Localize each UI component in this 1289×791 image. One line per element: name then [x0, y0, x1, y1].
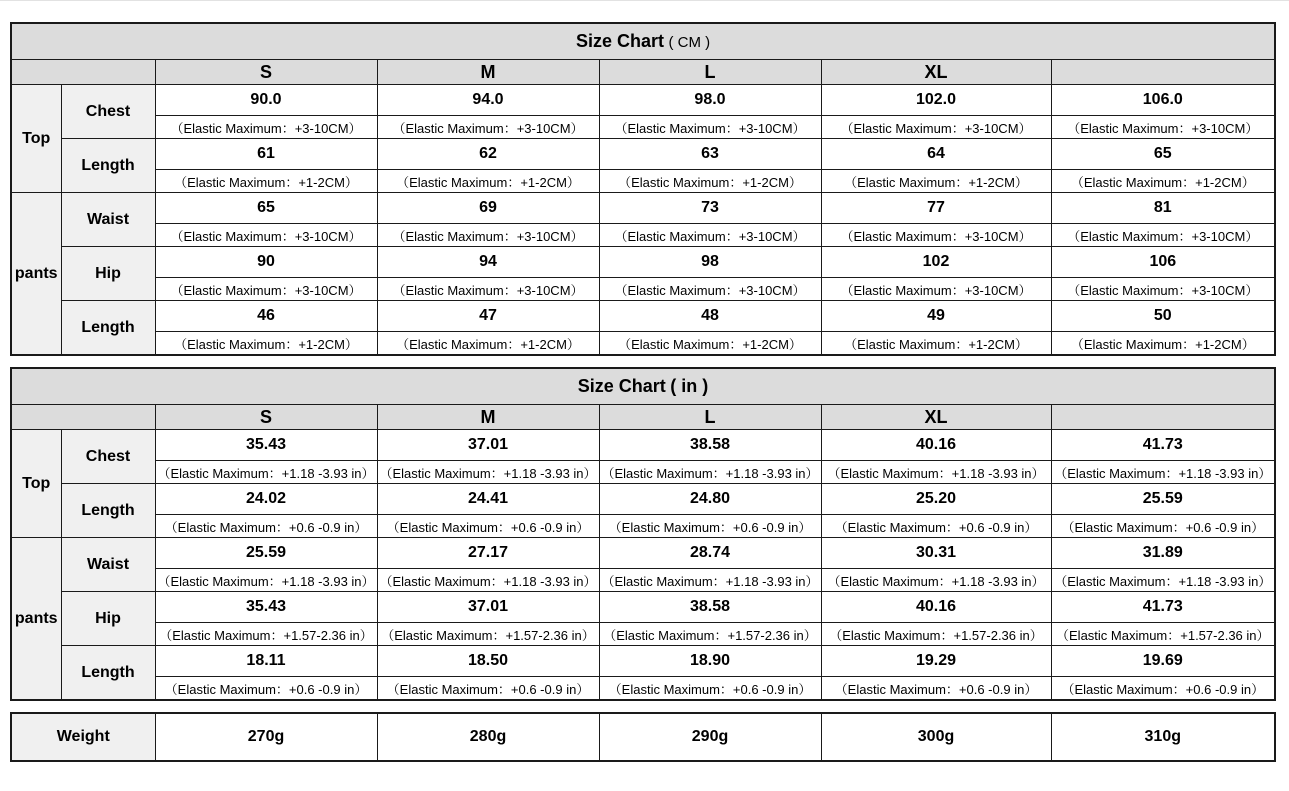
value-cell: 46	[155, 301, 377, 332]
elastic-note: （Elastic Maximum：+3-10CM）	[377, 116, 599, 139]
group-label-top: Top	[11, 430, 61, 538]
measure-label-hip: Hip	[61, 247, 155, 301]
elastic-note: （Elastic Maximum：+3-10CM）	[155, 224, 377, 247]
measure-label-length: Length	[61, 139, 155, 193]
value-cell: 41.73	[1051, 592, 1275, 623]
weight-value: 310g	[1051, 713, 1275, 761]
elastic-note: （Elastic Maximum：+1.57-2.36 in）	[1051, 623, 1275, 646]
value-cell: 38.58	[599, 430, 821, 461]
value-cell: 49	[821, 301, 1051, 332]
chart-unit-text: ( in )	[670, 376, 709, 396]
elastic-note: （Elastic Maximum：+3-10CM）	[599, 116, 821, 139]
size-header-xl: XL	[821, 60, 1051, 85]
elastic-note: （Elastic Maximum：+0.6 -0.9 in）	[1051, 515, 1275, 538]
value-cell: 37.01	[377, 430, 599, 461]
size-header-extra	[1051, 405, 1275, 430]
value-cell: 63	[599, 139, 821, 170]
value-cell: 25.59	[155, 538, 377, 569]
weight-value: 270g	[155, 713, 377, 761]
elastic-note: （Elastic Maximum：+0.6 -0.9 in）	[599, 677, 821, 701]
elastic-note: （Elastic Maximum：+1-2CM）	[377, 170, 599, 193]
elastic-note: （Elastic Maximum：+1.18 -3.93 in）	[155, 461, 377, 484]
value-cell: 25.59	[1051, 484, 1275, 515]
elastic-note: （Elastic Maximum：+1.18 -3.93 in）	[821, 461, 1051, 484]
weight-value: 280g	[377, 713, 599, 761]
value-cell: 24.41	[377, 484, 599, 515]
chart-unit-text: ( CM )	[668, 34, 711, 51]
group-label-top: Top	[11, 85, 61, 193]
elastic-note: （Elastic Maximum：+0.6 -0.9 in）	[821, 515, 1051, 538]
size-header-blank	[11, 405, 155, 430]
elastic-note: （Elastic Maximum：+1-2CM）	[1051, 332, 1275, 356]
value-cell: 73	[599, 193, 821, 224]
value-cell: 31.89	[1051, 538, 1275, 569]
elastic-note: （Elastic Maximum：+3-10CM）	[155, 278, 377, 301]
elastic-note: （Elastic Maximum：+3-10CM）	[377, 278, 599, 301]
elastic-note: （Elastic Maximum：+1.18 -3.93 in）	[155, 569, 377, 592]
value-cell: 35.43	[155, 430, 377, 461]
value-cell: 94.0	[377, 85, 599, 116]
value-cell: 50	[1051, 301, 1275, 332]
value-cell: 69	[377, 193, 599, 224]
measure-label-length: Length	[61, 301, 155, 356]
size-header-l: L	[599, 405, 821, 430]
size-chart-cm	[10, 22, 1276, 356]
value-cell: 40.16	[821, 430, 1051, 461]
elastic-note: （Elastic Maximum：+3-10CM）	[1051, 224, 1275, 247]
elastic-note: （Elastic Maximum：+1-2CM）	[821, 170, 1051, 193]
elastic-note: （Elastic Maximum：+0.6 -0.9 in）	[155, 515, 377, 538]
value-cell: 61	[155, 139, 377, 170]
elastic-note: （Elastic Maximum：+0.6 -0.9 in）	[377, 677, 599, 701]
value-cell: 65	[155, 193, 377, 224]
measure-label-hip: Hip	[61, 592, 155, 646]
measure-label-waist: Waist	[61, 538, 155, 592]
value-cell: 38.58	[599, 592, 821, 623]
size-header-extra	[1051, 60, 1275, 85]
elastic-note: （Elastic Maximum：+1.18 -3.93 in）	[1051, 461, 1275, 484]
elastic-note: （Elastic Maximum：+1-2CM）	[155, 332, 377, 356]
top-divider-line	[0, 0, 1289, 1]
value-cell: 94	[377, 247, 599, 278]
weight-value: 290g	[599, 713, 821, 761]
elastic-note: （Elastic Maximum：+3-10CM）	[821, 278, 1051, 301]
elastic-note: （Elastic Maximum：+3-10CM）	[599, 278, 821, 301]
elastic-note: （Elastic Maximum：+1.18 -3.93 in）	[1051, 569, 1275, 592]
elastic-note: （Elastic Maximum：+3-10CM）	[599, 224, 821, 247]
elastic-note: （Elastic Maximum：+3-10CM）	[377, 224, 599, 247]
value-cell: 77	[821, 193, 1051, 224]
value-cell: 41.73	[1051, 430, 1275, 461]
elastic-note: （Elastic Maximum：+1.18 -3.93 in）	[377, 461, 599, 484]
measure-label-chest: Chest	[61, 85, 155, 139]
value-cell: 19.29	[821, 646, 1051, 677]
weight-table	[10, 712, 1276, 762]
group-label-pants: pants	[11, 193, 61, 356]
value-cell: 48	[599, 301, 821, 332]
elastic-note: （Elastic Maximum：+1.18 -3.93 in）	[599, 461, 821, 484]
value-cell: 24.80	[599, 484, 821, 515]
elastic-note: （Elastic Maximum：+1.18 -3.93 in）	[377, 569, 599, 592]
value-cell: 18.11	[155, 646, 377, 677]
elastic-note: （Elastic Maximum：+1.18 -3.93 in）	[821, 569, 1051, 592]
value-cell: 81	[1051, 193, 1275, 224]
measure-label-length: Length	[61, 646, 155, 701]
elastic-note: （Elastic Maximum：+0.6 -0.9 in）	[155, 677, 377, 701]
weight-label: Weight	[11, 713, 155, 761]
elastic-note: （Elastic Maximum：+0.6 -0.9 in）	[821, 677, 1051, 701]
value-cell: 102.0	[821, 85, 1051, 116]
value-cell: 18.50	[377, 646, 599, 677]
elastic-note: （Elastic Maximum：+1.57-2.36 in）	[599, 623, 821, 646]
value-cell: 64	[821, 139, 1051, 170]
elastic-note: （Elastic Maximum：+0.6 -0.9 in）	[1051, 677, 1275, 701]
value-cell: 35.43	[155, 592, 377, 623]
elastic-note: （Elastic Maximum：+1.57-2.36 in）	[377, 623, 599, 646]
value-cell: 98.0	[599, 85, 821, 116]
elastic-note: （Elastic Maximum：+1.57-2.36 in）	[155, 623, 377, 646]
weight-value: 300g	[821, 713, 1051, 761]
elastic-note: （Elastic Maximum：+1-2CM）	[377, 332, 599, 356]
size-header-s: S	[155, 60, 377, 85]
value-cell: 106.0	[1051, 85, 1275, 116]
chart-title-cm	[11, 23, 1275, 60]
group-label-pants: pants	[11, 538, 61, 701]
elastic-note: （Elastic Maximum：+3-10CM）	[1051, 116, 1275, 139]
value-cell: 106	[1051, 247, 1275, 278]
elastic-note: （Elastic Maximum：+0.6 -0.9 in）	[599, 515, 821, 538]
value-cell: 24.02	[155, 484, 377, 515]
elastic-note: （Elastic Maximum：+1-2CM）	[599, 170, 821, 193]
elastic-note: （Elastic Maximum：+1-2CM）	[1051, 170, 1275, 193]
measure-label-chest: Chest	[61, 430, 155, 484]
value-cell: 37.01	[377, 592, 599, 623]
value-cell: 62	[377, 139, 599, 170]
chart-title-text: Size Chart	[575, 31, 664, 51]
elastic-note: （Elastic Maximum：+3-10CM）	[821, 224, 1051, 247]
elastic-note: （Elastic Maximum：+1-2CM）	[821, 332, 1051, 356]
value-cell: 19.69	[1051, 646, 1275, 677]
value-cell: 28.74	[599, 538, 821, 569]
elastic-note: （Elastic Maximum：+3-10CM）	[155, 116, 377, 139]
elastic-note: （Elastic Maximum：+0.6 -0.9 in）	[377, 515, 599, 538]
size-header-xl: XL	[821, 405, 1051, 430]
elastic-note: （Elastic Maximum：+1.18 -3.93 in）	[599, 569, 821, 592]
value-cell: 90.0	[155, 85, 377, 116]
value-cell: 65	[1051, 139, 1275, 170]
value-cell: 98	[599, 247, 821, 278]
size-chart-inch	[10, 367, 1276, 701]
value-cell: 25.20	[821, 484, 1051, 515]
value-cell: 40.16	[821, 592, 1051, 623]
elastic-note: （Elastic Maximum：+1-2CM）	[599, 332, 821, 356]
elastic-note: （Elastic Maximum：+3-10CM）	[1051, 278, 1275, 301]
value-cell: 18.90	[599, 646, 821, 677]
value-cell: 30.31	[821, 538, 1051, 569]
chart-title-inch	[11, 368, 1275, 405]
measure-label-waist: Waist	[61, 193, 155, 247]
value-cell: 90	[155, 247, 377, 278]
value-cell: 47	[377, 301, 599, 332]
elastic-note: （Elastic Maximum：+3-10CM）	[821, 116, 1051, 139]
elastic-note: （Elastic Maximum：+1.57-2.36 in）	[821, 623, 1051, 646]
value-cell: 27.17	[377, 538, 599, 569]
elastic-note: （Elastic Maximum：+1-2CM）	[155, 170, 377, 193]
value-cell: 102	[821, 247, 1051, 278]
size-header-m: M	[377, 60, 599, 85]
chart-title-text: Size Chart	[577, 376, 666, 396]
size-header-blank	[11, 60, 155, 85]
size-header-l: L	[599, 60, 821, 85]
size-header-m: M	[377, 405, 599, 430]
size-header-s: S	[155, 405, 377, 430]
measure-label-length: Length	[61, 484, 155, 538]
